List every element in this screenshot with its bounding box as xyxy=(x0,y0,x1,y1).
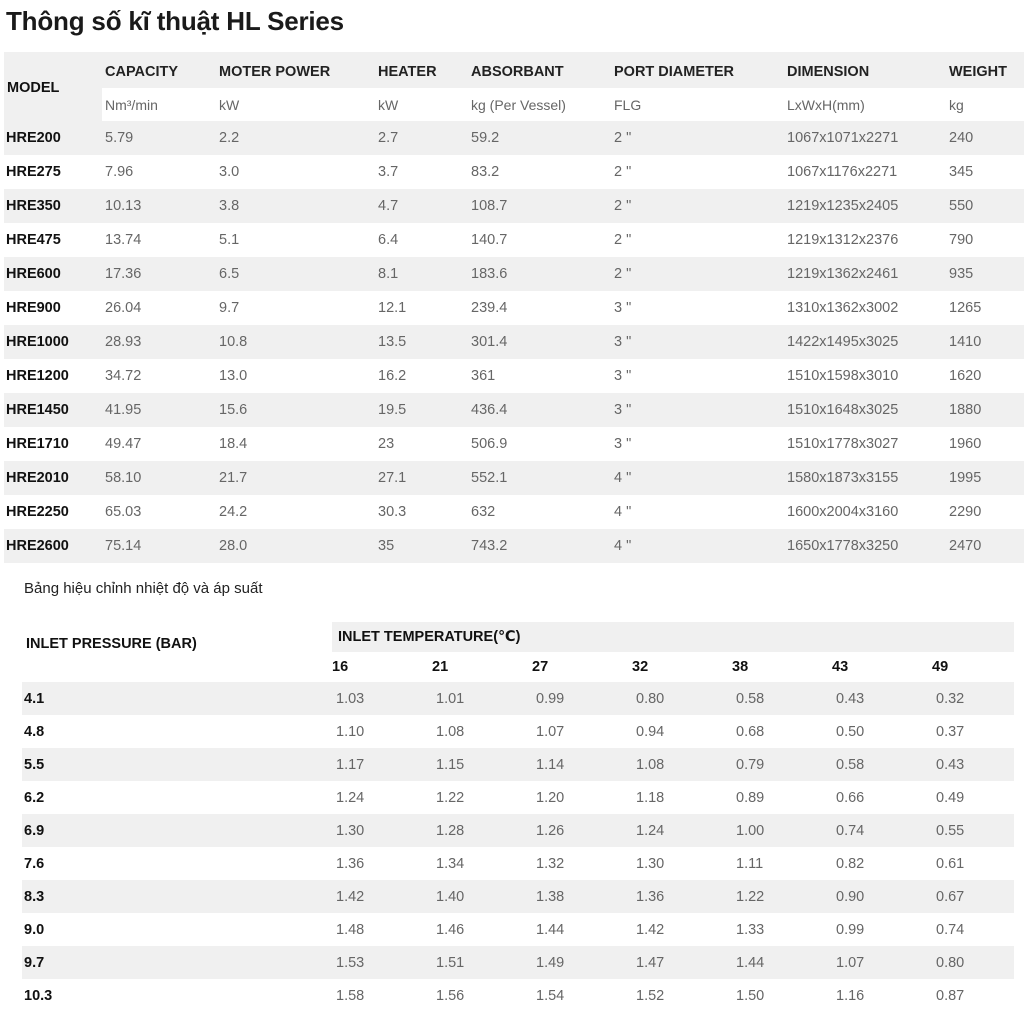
spec-cell: 35 xyxy=(375,529,468,563)
factor-cell: 1.08 xyxy=(432,715,532,748)
spec-cell: 552.1 xyxy=(468,461,611,495)
model-cell: HRE1710 xyxy=(4,427,102,461)
spec-cell: 8.1 xyxy=(375,257,468,291)
spec-cell: 5.1 xyxy=(216,223,375,257)
factor-cell: 1.26 xyxy=(532,814,632,847)
model-cell: HRE200 xyxy=(4,121,102,155)
spec-cell: 1219x1235x2405 xyxy=(784,189,946,223)
factor-cell: 1.44 xyxy=(732,946,832,979)
spec-cell: 19.5 xyxy=(375,393,468,427)
spec-cell: 6.5 xyxy=(216,257,375,291)
page-title: Thông số kĩ thuật HL Series xyxy=(6,6,344,36)
table-row xyxy=(4,223,1024,257)
table-row xyxy=(4,529,1024,563)
inlet-temperature-header: INLET TEMPERATURE(℃) xyxy=(332,622,1014,652)
factor-cell: 0.43 xyxy=(832,682,932,715)
factor-cell: 0.49 xyxy=(932,781,1014,814)
spec-cell: 2.2 xyxy=(216,121,375,155)
pressure-cell: 4.8 xyxy=(22,715,332,748)
weight-unit: kg xyxy=(946,88,1024,121)
factor-cell: 0.37 xyxy=(932,715,1014,748)
spec-cell: 26.04 xyxy=(102,291,216,325)
factor-cell: 0.80 xyxy=(932,946,1014,979)
factor-cell: 0.94 xyxy=(632,715,732,748)
spec-cell: 1219x1362x2461 xyxy=(784,257,946,291)
factor-cell: 1.49 xyxy=(532,946,632,979)
factor-cell: 1.07 xyxy=(532,715,632,748)
spec-cell: 3 " xyxy=(611,359,784,393)
spec-cell: 3 " xyxy=(611,325,784,359)
table-row xyxy=(22,946,1014,979)
spec-cell: 4 " xyxy=(611,495,784,529)
table-row xyxy=(4,325,1024,359)
factor-cell: 0.89 xyxy=(732,781,832,814)
factor-cell: 0.74 xyxy=(832,814,932,847)
spec-cell: 506.9 xyxy=(468,427,611,461)
table-row xyxy=(22,979,1014,1012)
spec-cell: 4 " xyxy=(611,529,784,563)
table-row xyxy=(4,155,1024,189)
spec-cell: 1620 xyxy=(946,359,1024,393)
factor-cell: 1.34 xyxy=(432,847,532,880)
factor-cell: 1.52 xyxy=(632,979,732,1012)
factor-cell: 0.82 xyxy=(832,847,932,880)
factor-cell: 1.44 xyxy=(532,913,632,946)
spec-cell: 2 " xyxy=(611,121,784,155)
spec-cell: 65.03 xyxy=(102,495,216,529)
factor-cell: 0.58 xyxy=(832,748,932,781)
factor-cell: 0.90 xyxy=(832,880,932,913)
factor-cell: 0.58 xyxy=(732,682,832,715)
table-row xyxy=(22,814,1014,847)
absorbant-unit: kg (Per Vessel) xyxy=(468,88,611,121)
spec-cell: 2 " xyxy=(611,257,784,291)
factor-cell: 1.00 xyxy=(732,814,832,847)
temperature-value: 43 xyxy=(832,652,932,682)
spec-cell: 7.96 xyxy=(102,155,216,189)
factor-cell: 0.32 xyxy=(932,682,1014,715)
spec-cell: 3.7 xyxy=(375,155,468,189)
factor-cell: 1.42 xyxy=(632,913,732,946)
port-diameter-unit: FLG xyxy=(611,88,784,121)
spec-cell: 183.6 xyxy=(468,257,611,291)
spec-cell: 790 xyxy=(946,223,1024,257)
model-cell: HRE2250 xyxy=(4,495,102,529)
spec-cell: 2 " xyxy=(611,189,784,223)
spec-cell: 3.8 xyxy=(216,189,375,223)
pressure-cell: 9.0 xyxy=(22,913,332,946)
factor-cell: 1.03 xyxy=(332,682,432,715)
correction-header-row xyxy=(22,622,1014,652)
temperature-value: 49 xyxy=(932,652,1014,682)
spec-cell: 49.47 xyxy=(102,427,216,461)
factor-cell: 1.56 xyxy=(432,979,532,1012)
table-row xyxy=(22,913,1014,946)
spec-cell: 1067x1176x2271 xyxy=(784,155,946,189)
factor-cell: 1.01 xyxy=(432,682,532,715)
temperature-value: 27 xyxy=(532,652,632,682)
spec-cell: 17.36 xyxy=(102,257,216,291)
spec-cell: 1510x1648x3025 xyxy=(784,393,946,427)
dimension-header: DIMENSION xyxy=(784,52,946,88)
spec-cell: 41.95 xyxy=(102,393,216,427)
heater-unit: kW xyxy=(375,88,468,121)
spec-cell: 24.2 xyxy=(216,495,375,529)
spec-cell: 13.5 xyxy=(375,325,468,359)
spec-cell: 27.1 xyxy=(375,461,468,495)
model-cell: HRE2010 xyxy=(4,461,102,495)
spec-cell: 3 " xyxy=(611,427,784,461)
pressure-cell: 6.2 xyxy=(22,781,332,814)
spec-cell: 240 xyxy=(946,121,1024,155)
factor-cell: 1.36 xyxy=(332,847,432,880)
pressure-cell: 7.6 xyxy=(22,847,332,880)
motor-power-header: MOTER POWER xyxy=(216,52,375,88)
factor-cell: 1.30 xyxy=(332,814,432,847)
spec-cell: 743.2 xyxy=(468,529,611,563)
factor-cell: 0.68 xyxy=(732,715,832,748)
factor-cell: 1.17 xyxy=(332,748,432,781)
pressure-cell: 9.7 xyxy=(22,946,332,979)
spec-cell: 2 " xyxy=(611,155,784,189)
spec-cell: 2 " xyxy=(611,223,784,257)
weight-header: WEIGHT xyxy=(946,52,1024,88)
spec-cell: 3.0 xyxy=(216,155,375,189)
spec-cell: 75.14 xyxy=(102,529,216,563)
specs-unit-row xyxy=(4,88,1024,121)
spec-cell: 1650x1778x3250 xyxy=(784,529,946,563)
model-cell: HRE900 xyxy=(4,291,102,325)
table-row xyxy=(22,715,1014,748)
spec-cell: 2290 xyxy=(946,495,1024,529)
table-row xyxy=(4,427,1024,461)
spec-cell: 59.2 xyxy=(468,121,611,155)
spec-cell: 10.13 xyxy=(102,189,216,223)
temperature-value: 16 xyxy=(332,652,432,682)
spec-cell: 83.2 xyxy=(468,155,611,189)
model-cell: HRE2600 xyxy=(4,529,102,563)
spec-cell: 1422x1495x3025 xyxy=(784,325,946,359)
factor-cell: 0.66 xyxy=(832,781,932,814)
model-cell: HRE475 xyxy=(4,223,102,257)
spec-cell: 1510x1598x3010 xyxy=(784,359,946,393)
factor-cell: 1.54 xyxy=(532,979,632,1012)
spec-cell: 3 " xyxy=(611,393,784,427)
model-cell: HRE275 xyxy=(4,155,102,189)
factor-cell: 1.15 xyxy=(432,748,532,781)
spec-cell: 1510x1778x3027 xyxy=(784,427,946,461)
factor-cell: 1.40 xyxy=(432,880,532,913)
pressure-cell: 10.3 xyxy=(22,979,332,1012)
temperature-value: 21 xyxy=(432,652,532,682)
spec-cell: 1067x1071x2271 xyxy=(784,121,946,155)
spec-cell: 34.72 xyxy=(102,359,216,393)
table-row xyxy=(4,359,1024,393)
spec-cell: 1600x2004x3160 xyxy=(784,495,946,529)
model-cell: HRE1200 xyxy=(4,359,102,393)
table-row xyxy=(4,461,1024,495)
factor-cell: 1.53 xyxy=(332,946,432,979)
spec-cell: 1960 xyxy=(946,427,1024,461)
capacity-unit: Nm³/min xyxy=(102,88,216,121)
model-cell: HRE1000 xyxy=(4,325,102,359)
factor-cell: 1.42 xyxy=(332,880,432,913)
spec-cell: 23 xyxy=(375,427,468,461)
factor-cell: 0.80 xyxy=(632,682,732,715)
spec-cell: 28.0 xyxy=(216,529,375,563)
factor-cell: 1.16 xyxy=(832,979,932,1012)
spec-cell: 361 xyxy=(468,359,611,393)
factor-cell: 1.36 xyxy=(632,880,732,913)
spec-cell: 30.3 xyxy=(375,495,468,529)
spec-cell: 3 " xyxy=(611,291,784,325)
spec-cell: 4.7 xyxy=(375,189,468,223)
heater-header: HEATER xyxy=(375,52,468,88)
spec-cell: 1995 xyxy=(946,461,1024,495)
spec-cell: 21.7 xyxy=(216,461,375,495)
factor-cell: 1.11 xyxy=(732,847,832,880)
spec-cell: 345 xyxy=(946,155,1024,189)
model-cell: HRE600 xyxy=(4,257,102,291)
table-row xyxy=(4,121,1024,155)
model-header: MODEL xyxy=(4,52,102,121)
table-row xyxy=(4,495,1024,529)
spec-cell: 1410 xyxy=(946,325,1024,359)
spec-cell: 1310x1362x3002 xyxy=(784,291,946,325)
factor-cell: 1.50 xyxy=(732,979,832,1012)
factor-cell: 0.74 xyxy=(932,913,1014,946)
spec-cell: 550 xyxy=(946,189,1024,223)
factor-cell: 1.22 xyxy=(432,781,532,814)
factor-cell: 1.28 xyxy=(432,814,532,847)
factor-cell: 1.24 xyxy=(632,814,732,847)
table-row xyxy=(22,748,1014,781)
spec-cell: 436.4 xyxy=(468,393,611,427)
spec-cell: 632 xyxy=(468,495,611,529)
spec-cell: 13.0 xyxy=(216,359,375,393)
specs-header-row xyxy=(4,52,1024,88)
factor-cell: 1.10 xyxy=(332,715,432,748)
factor-cell: 0.99 xyxy=(532,682,632,715)
spec-cell: 12.1 xyxy=(375,291,468,325)
model-cell: HRE1450 xyxy=(4,393,102,427)
motor-power-unit: kW xyxy=(216,88,375,121)
factor-cell: 1.33 xyxy=(732,913,832,946)
spec-cell: 10.8 xyxy=(216,325,375,359)
table-row xyxy=(22,682,1014,715)
factor-cell: 1.20 xyxy=(532,781,632,814)
table-row xyxy=(22,781,1014,814)
factor-cell: 0.61 xyxy=(932,847,1014,880)
spec-cell: 935 xyxy=(946,257,1024,291)
factor-cell: 1.24 xyxy=(332,781,432,814)
pressure-cell: 8.3 xyxy=(22,880,332,913)
table-row xyxy=(4,393,1024,427)
correction-table xyxy=(22,622,1014,1012)
spec-cell: 4 " xyxy=(611,461,784,495)
spec-cell: 1265 xyxy=(946,291,1024,325)
correction-caption: Bảng hiệu chỉnh nhiệt độ và áp suất xyxy=(24,580,263,597)
factor-cell: 1.46 xyxy=(432,913,532,946)
factor-cell: 1.14 xyxy=(532,748,632,781)
table-row xyxy=(4,257,1024,291)
spec-cell: 2470 xyxy=(946,529,1024,563)
capacity-header: CAPACITY xyxy=(102,52,216,88)
factor-cell: 1.58 xyxy=(332,979,432,1012)
spec-cell: 301.4 xyxy=(468,325,611,359)
factor-cell: 0.87 xyxy=(932,979,1014,1012)
inlet-pressure-header: INLET PRESSURE (BAR) xyxy=(26,636,197,652)
factor-cell: 1.48 xyxy=(332,913,432,946)
pressure-cell: 5.5 xyxy=(22,748,332,781)
spec-cell: 1580x1873x3155 xyxy=(784,461,946,495)
factor-cell: 1.47 xyxy=(632,946,732,979)
table-row xyxy=(4,189,1024,223)
factor-cell: 1.51 xyxy=(432,946,532,979)
spec-cell: 2.7 xyxy=(375,121,468,155)
spec-cell: 18.4 xyxy=(216,427,375,461)
pressure-cell: 6.9 xyxy=(22,814,332,847)
spec-cell: 58.10 xyxy=(102,461,216,495)
spec-cell: 1219x1312x2376 xyxy=(784,223,946,257)
spec-cell: 15.6 xyxy=(216,393,375,427)
factor-cell: 0.99 xyxy=(832,913,932,946)
spec-cell: 239.4 xyxy=(468,291,611,325)
factor-cell: 1.22 xyxy=(732,880,832,913)
specs-table xyxy=(4,52,1024,563)
factor-cell: 0.67 xyxy=(932,880,1014,913)
factor-cell: 0.79 xyxy=(732,748,832,781)
spec-cell: 13.74 xyxy=(102,223,216,257)
factor-cell: 1.38 xyxy=(532,880,632,913)
spec-cell: 28.93 xyxy=(102,325,216,359)
pressure-cell: 4.1 xyxy=(22,682,332,715)
spec-cell: 1880 xyxy=(946,393,1024,427)
spec-cell: 140.7 xyxy=(468,223,611,257)
table-row xyxy=(4,291,1024,325)
spec-cell: 5.79 xyxy=(102,121,216,155)
factor-cell: 1.07 xyxy=(832,946,932,979)
port-diameter-header: PORT DIAMETER xyxy=(611,52,784,88)
table-row xyxy=(22,847,1014,880)
temperature-value: 32 xyxy=(632,652,732,682)
dimension-unit: LxWxH(mm) xyxy=(784,88,946,121)
factor-cell: 1.08 xyxy=(632,748,732,781)
spec-cell: 16.2 xyxy=(375,359,468,393)
spec-cell: 6.4 xyxy=(375,223,468,257)
factor-cell: 0.43 xyxy=(932,748,1014,781)
factor-cell: 0.50 xyxy=(832,715,932,748)
spec-cell: 9.7 xyxy=(216,291,375,325)
factor-cell: 1.18 xyxy=(632,781,732,814)
temperature-value: 38 xyxy=(732,652,832,682)
factor-cell: 0.55 xyxy=(932,814,1014,847)
table-row xyxy=(22,880,1014,913)
factor-cell: 1.32 xyxy=(532,847,632,880)
model-cell: HRE350 xyxy=(4,189,102,223)
absorbant-header: ABSORBANT xyxy=(468,52,611,88)
specs-body xyxy=(4,121,1024,563)
correction-body xyxy=(22,682,1014,1012)
factor-cell: 1.30 xyxy=(632,847,732,880)
spec-cell: 108.7 xyxy=(468,189,611,223)
